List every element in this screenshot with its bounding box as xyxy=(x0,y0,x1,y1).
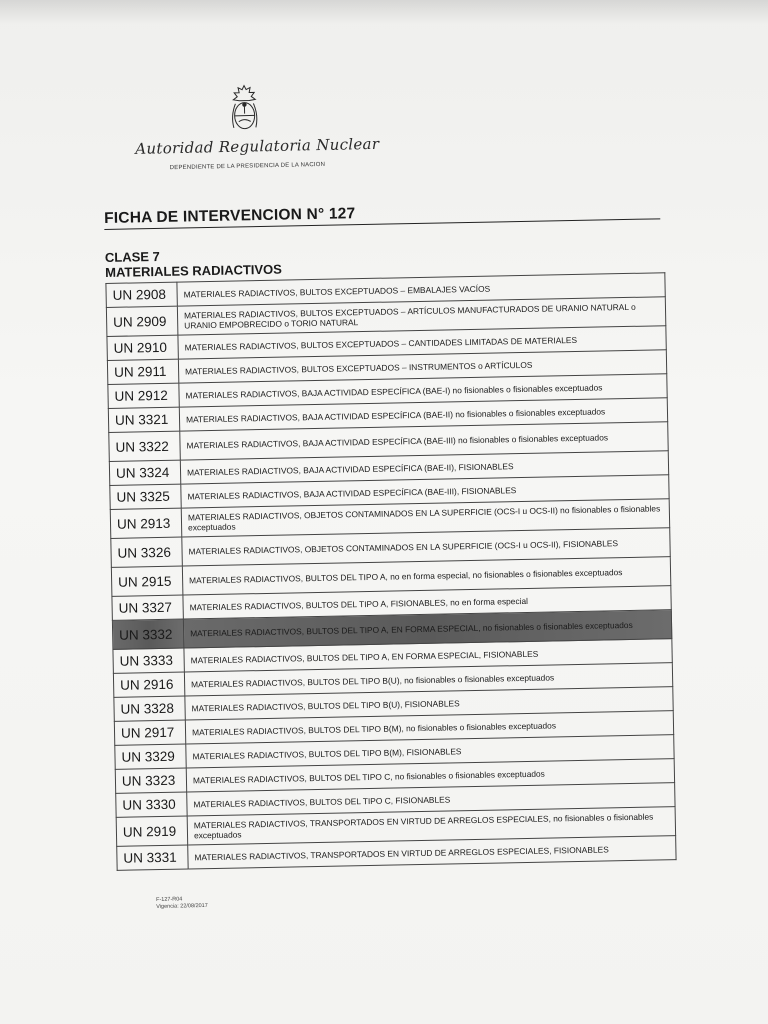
un-code-cell: UN 3333 xyxy=(113,648,184,673)
un-description-cell: MATERIALES RADIACTIVOS, BULTOS EXCEPTUADOS – EMBALAJES VACÍOS xyxy=(177,273,665,306)
form-footer xyxy=(156,896,208,911)
un-description-cell: MATERIALES RADIACTIVOS, OBJETOS CONTAMINADOS EN LA SUPERFICIE (OCS-I u OCS-II) no fisionables o fisionables exceptuados xyxy=(181,499,669,537)
un-description-cell: MATERIALES RADIACTIVOS, TRANSPORTADOS EN VIRTUD DE ARREGLOS ESPECIALES, FISIONABLES xyxy=(188,836,676,869)
un-code-cell: UN 2912 xyxy=(108,383,179,408)
un-description-cell: MATERIALES RADIACTIVOS, BULTOS DEL TIPO A, EN FORMA ESPECIAL, no fisionables o fisionables exceptuados xyxy=(183,610,671,648)
un-description-cell: MATERIALES RADIACTIVOS, BULTOS DEL TIPO A, no en forma especial, no fisionables o fisionables exceptuados xyxy=(182,557,670,595)
un-code-cell: UN 3326 xyxy=(111,537,183,567)
un-description-cell: MATERIALES RADIACTIVOS, BULTOS DEL TIPO B(U), FISIONABLES xyxy=(185,687,673,720)
document-title: FICHA DE INTERVENCION N° 127 xyxy=(104,199,660,230)
un-code-cell: UN 3330 xyxy=(116,792,187,817)
un-code-cell: UN 3327 xyxy=(112,595,183,620)
un-description-cell: MATERIALES RADIACTIVOS, BULTOS DEL TIPO A, EN FORMA ESPECIAL, FISIONABLES xyxy=(184,639,672,672)
un-description-cell: MATERIALES RADIACTIVOS, BULTOS DEL TIPO B(M), FISIONABLES xyxy=(186,735,674,768)
un-code-cell: UN 2916 xyxy=(113,672,184,697)
un-code-cell: UN 3325 xyxy=(110,484,181,509)
un-code-cell: UN 3323 xyxy=(115,768,186,793)
un-code-cell: UN 3322 xyxy=(109,431,181,461)
agency-subtitle: DEPENDIENTE DE LA PRESIDENCIA DE LA NACION xyxy=(169,161,326,172)
un-description-cell: MATERIALES RADIACTIVOS, BULTOS EXCEPTUADOS – INSTRUMENTOS o ARTÍCULOS xyxy=(178,350,666,383)
un-code-cell: UN 2911 xyxy=(107,359,178,384)
form-code: F-127-R04 xyxy=(156,896,183,903)
validity-date: Vigencia: 22/08/2017 xyxy=(156,902,208,910)
un-code-cell: UN 3331 xyxy=(117,845,188,870)
un-description-cell: MATERIALES RADIACTIVOS, BULTOS DEL TIPO C, FISIONABLES xyxy=(187,783,675,816)
un-code-cell: UN 2915 xyxy=(111,566,183,596)
un-code-cell: UN 3332 xyxy=(112,619,184,649)
un-code-cell: UN 2917 xyxy=(114,720,185,745)
un-description-cell: MATERIALES RADIACTIVOS, BULTOS EXCEPTUADOS – CANTIDADES LIMITADAS DE MATERIALES xyxy=(178,326,666,359)
un-description-cell: MATERIALES RADIACTIVOS, BULTOS EXCEPTUADOS – ARTÍCULOS MANUFACTURADOS DE URANIO NATURAL o URANIO EMPOBRECIDO o TORIO NATURAL xyxy=(177,297,665,335)
un-description-cell: MATERIALES RADIACTIVOS, BULTOS DEL TIPO B(U), no fisionables o fisionables exceptuados xyxy=(184,663,672,696)
scan-shadow xyxy=(0,0,768,24)
un-code-cell: UN 2913 xyxy=(110,508,182,538)
un-code-cell: UN 2910 xyxy=(107,335,178,360)
class-name: MATERIALES RADIACTIVOS xyxy=(105,261,283,280)
agency-header xyxy=(130,81,390,172)
un-code-cell: UN 2908 xyxy=(106,282,177,307)
un-description-cell: MATERIALES RADIACTIVOS, BULTOS DEL TIPO C, no fisionables o fisionables exceptuados xyxy=(186,759,674,792)
class-label: CLASE 7 xyxy=(104,248,160,265)
un-number-table xyxy=(105,272,676,871)
agency-name: Autoridad Regulatoria Nuclear xyxy=(135,134,380,158)
un-description-cell: MATERIALES RADIACTIVOS, BAJA ACTIVIDAD ESPECÍFICA (BAE-III) no fisionables o fisionables exceptuados xyxy=(180,422,668,460)
un-code-cell: UN 3321 xyxy=(108,407,179,432)
un-table-body xyxy=(106,273,676,871)
un-code-cell: UN 2909 xyxy=(106,306,178,336)
un-description-cell: MATERIALES RADIACTIVOS, BAJA ACTIVIDAD ESPECÍFICA (BAE-II), FISIONABLES xyxy=(180,451,668,484)
un-code-cell: UN 3329 xyxy=(115,744,186,769)
un-description-cell: MATERIALES RADIACTIVOS, BULTOS DEL TIPO B(M), no fisionables o fisionables exceptuados xyxy=(185,711,673,744)
un-description-cell: MATERIALES RADIACTIVOS, BAJA ACTIVIDAD ESPECÍFICA (BAE-I) no fisionables o fisionables exceptuados xyxy=(179,374,667,407)
national-coat-of-arms-icon xyxy=(227,83,262,136)
un-code-cell: UN 2919 xyxy=(116,816,188,846)
un-description-cell: MATERIALES RADIACTIVOS, BAJA ACTIVIDAD ESPECÍFICA (BAE-II) no fisionables o fisionables exceptuados xyxy=(179,398,667,431)
un-code-cell: UN 3324 xyxy=(109,460,180,485)
un-description-cell: MATERIALES RADIACTIVOS, OBJETOS CONTAMINADOS EN LA SUPERFICIE (OCS-I u OCS-II), FISIONABLES xyxy=(182,528,670,566)
un-description-cell: MATERIALES RADIACTIVOS, BAJA ACTIVIDAD ESPECÍFICA (BAE-III), FISIONABLES xyxy=(181,475,669,508)
intervention-sheet xyxy=(104,199,687,871)
un-description-cell: MATERIALES RADIACTIVOS, TRANSPORTADOS EN VIRTUD DE ARREGLOS ESPECIALES, no fisionables o fisionables exceptuados xyxy=(187,807,675,845)
un-description-cell: MATERIALES RADIACTIVOS, BULTOS DEL TIPO A, FISIONABLES, no en forma especial xyxy=(183,586,671,619)
un-code-cell: UN 3328 xyxy=(114,696,185,721)
